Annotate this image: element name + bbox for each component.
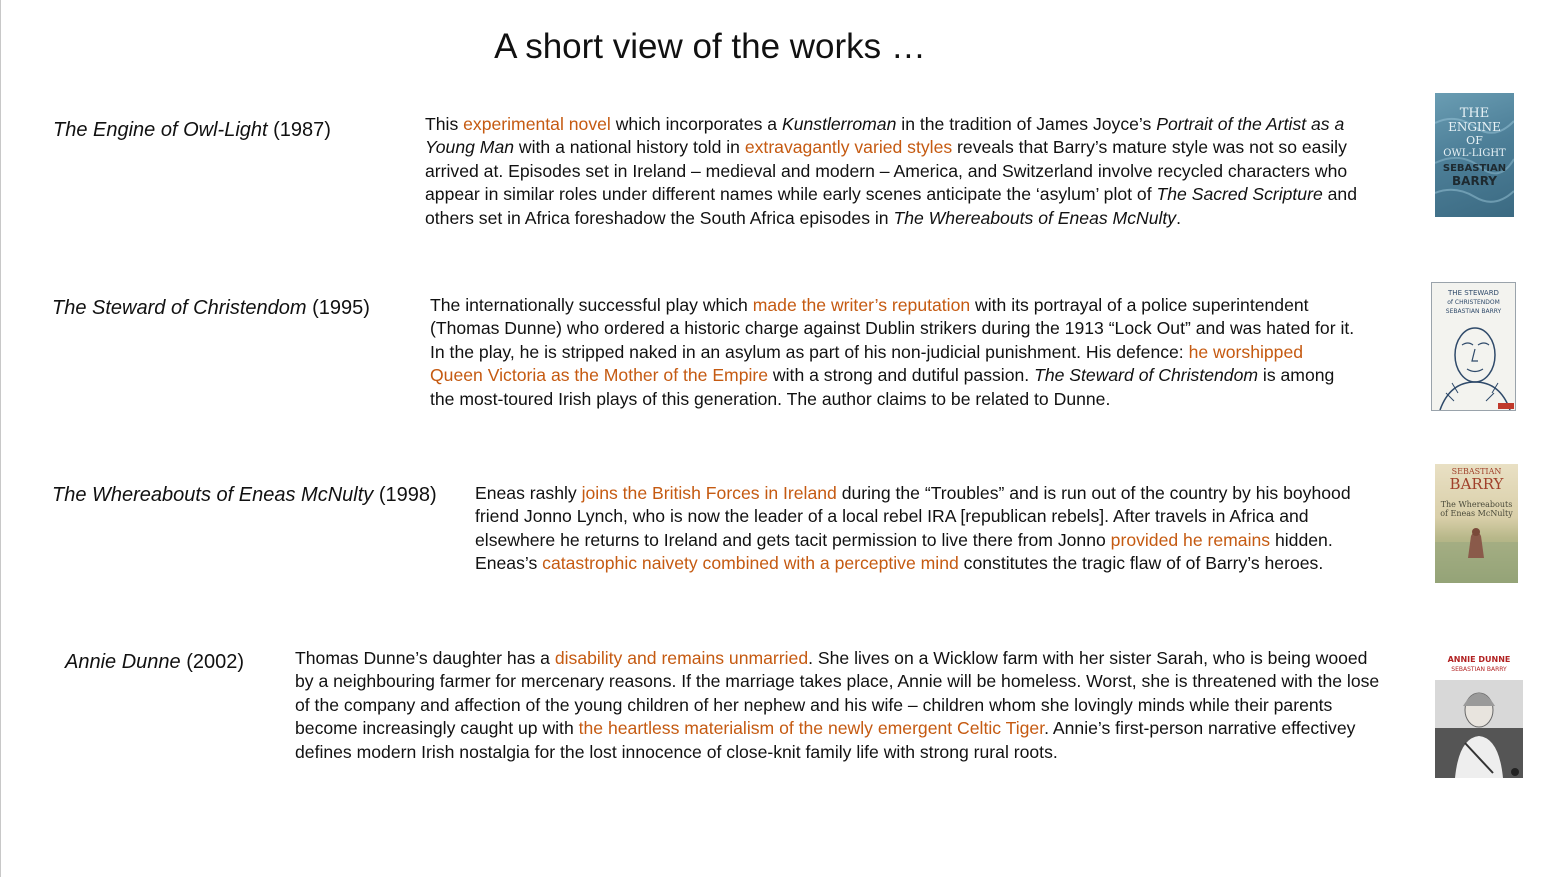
cover-text: ENGINE: [1448, 120, 1501, 134]
cover-text: SEBASTIAN: [1451, 467, 1502, 476]
work-description-engine-of-owl-light: [425, 113, 1370, 230]
description-text: with its portrayal of a police superintendent (Thomas Dunne) who ordered a historic charge against Dublin strikers during the 1913 “Lock Out” and was hated for it. In the play, he is stripped naked in an asylum as part of his non-judicial punishment. His defence:: [430, 295, 1355, 362]
cover-text: ANNIE DUNNE: [1447, 655, 1511, 664]
slide-title: A short view of the works …: [494, 27, 926, 66]
cover-text: SEBASTIAN BARRY: [1451, 666, 1507, 673]
work-description-steward-of-christendom: [430, 294, 1360, 411]
cover-text: OF: [1466, 134, 1483, 147]
slide-left-border: [0, 0, 1, 877]
description-text: with a national history told in: [514, 137, 745, 158]
work-title-whereabouts-of-eneas-mcnulty: [52, 484, 437, 507]
highlighted-phrase: he worshipped Queen Victoria as the Mother of the Empire: [430, 341, 1304, 386]
work-title-engine-of-owl-light: [53, 119, 331, 142]
highlighted-phrase: the heartless materialism of the newly emergent Celtic Tiger: [578, 718, 1045, 739]
cover-text: OWL-LIGHT: [1443, 148, 1506, 159]
italic-title: The Steward of Christendom: [1034, 365, 1259, 386]
description-text: during the “Troubles” and is run out of the country by his boyhood friend Jonno Lynch, who is now the leader of a local rebel IRA [republican rebels]. After travels in Africa and elsewhere he returns to Ireland and gets tacit permission to live there from Jonno: [475, 483, 1351, 550]
description-text: . She lives on a Wicklow farm with her sister Sarah, who is being wooed by a neighbouring farmer for mercenary reasons. If the marriage takes place, Annie will be homeless. Worst, she is threatened with the lose of the company and affection of the young children of her nephew and his wife – children whom she lovingly minds while their parents become increasingly caught up with: [295, 648, 1380, 739]
work-title-text: The Whereabouts of Eneas McNulty: [52, 484, 374, 506]
work-year: (2002): [186, 651, 245, 673]
work-title-annie-dunne: [65, 651, 244, 674]
description-text: .: [1176, 207, 1181, 228]
work-description-whereabouts-of-eneas-mcnulty: [475, 482, 1370, 576]
cover-text: BARRY: [1452, 174, 1497, 188]
work-title-text: The Steward of Christendom: [52, 297, 307, 319]
cover-text: SEBASTIAN: [1442, 163, 1507, 174]
description-text: The internationally successful play which: [430, 295, 753, 315]
book-cover-engine-of-owl-light: [1435, 93, 1514, 217]
description-text: with a strong and dutiful passion.: [768, 365, 1035, 386]
description-text: This: [425, 114, 464, 134]
highlighted-phrase: disability and remains unmarried: [554, 648, 809, 668]
work-title-steward-of-christendom: [52, 297, 370, 320]
work-year: (1987): [273, 119, 331, 141]
work-title-text: The Engine of Owl-Light: [53, 119, 268, 141]
cover-text: THE: [1459, 106, 1490, 121]
cover-text: The Whereabouts: [1440, 500, 1513, 509]
book-cover-steward-of-christendom: [1431, 282, 1516, 411]
work-year: (1995): [312, 297, 370, 319]
description-text: which incorporates a: [610, 114, 782, 134]
description-text: Thomas Dunne’s daughter has a: [295, 648, 555, 668]
highlighted-phrase: joins the British Forces in Ireland: [581, 483, 837, 503]
cover-text: BARRY: [1449, 475, 1504, 493]
highlighted-phrase: extravagantly varied styles: [744, 137, 953, 158]
highlighted-phrase: made the writer’s reputation: [752, 295, 971, 315]
cover-text: SEBASTIAN BARRY: [1445, 308, 1502, 315]
description-text: Eneas rashly: [475, 483, 582, 503]
description-text: constitutes the tragic flaw of of Barry’s heroes.: [958, 553, 1324, 574]
work-year: (1998): [378, 484, 437, 506]
book-cover-whereabouts-of-eneas-mcnulty: [1435, 464, 1518, 583]
description-text: . Annie’s first-person narrative effectivey defines modern Irish nostalgia for the lost innocence of close-knit family life with strong rural roots.: [295, 718, 1356, 762]
cover-text: of Eneas McNulty: [1440, 509, 1513, 518]
cover-text: of CHRISTENDOM: [1447, 299, 1500, 306]
italic-title: The Sacred Scripture: [1156, 184, 1323, 205]
description-text: in the tradition of James Joyce’s: [896, 114, 1157, 134]
italic-title: Portrait of the Artist as a Young Man: [425, 114, 1345, 158]
highlighted-phrase: provided he remains: [1110, 529, 1271, 550]
cover-text: THE STEWARD: [1448, 289, 1499, 297]
description-text: hidden. Eneas’s: [475, 529, 1333, 574]
work-title-text: Annie Dunne: [65, 651, 181, 673]
book-cover-annie-dunne: [1435, 648, 1523, 778]
italic-title: The Whereabouts of Eneas McNulty: [893, 207, 1177, 228]
description-text: is among the most-toured Irish plays of this generation. The author claims to be related to Dunne.: [430, 365, 1335, 409]
italic-title: Kunstlerroman: [781, 114, 897, 134]
highlighted-phrase: catastrophic naivety combined with a perceptive mind: [542, 553, 959, 574]
work-description-annie-dunne: [295, 647, 1380, 764]
highlighted-phrase: experimental novel: [463, 114, 611, 134]
description-text: and others set in Africa foreshadow the South Africa episodes in: [425, 184, 1357, 228]
description-text: reveals that Barry’s mature style was not so easily arrived at. Episodes set in Ireland – medieval and modern – America, and Switzerland involve recycled characters who appear in similar roles under different names while early scenes anticipate the ‘asylum’ plot of: [425, 137, 1348, 205]
